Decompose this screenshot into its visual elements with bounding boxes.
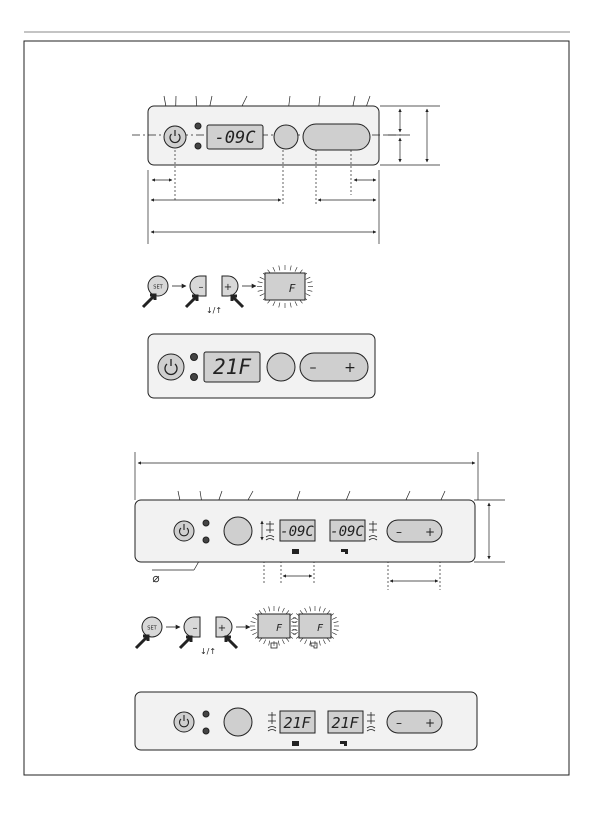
round-button-dual-result[interactable] [224, 708, 252, 736]
plus-label: + [223, 282, 233, 293]
round-button-dual[interactable] [224, 517, 252, 545]
power-button-top[interactable] [164, 126, 186, 148]
display-value: 21F [213, 355, 251, 379]
minus-label: – [396, 716, 402, 730]
freezer-icon [311, 643, 317, 648]
flashing-display-left-value: F [275, 623, 283, 634]
minus-label: – [192, 623, 198, 634]
result-panel-bottom [135, 692, 477, 750]
flashing-display-value: F [288, 282, 296, 295]
display-right-value: -09C [330, 524, 364, 540]
minus-plus-rocker-top[interactable] [303, 124, 370, 150]
arrow-icon [226, 637, 237, 648]
plus-label: + [424, 716, 436, 730]
led-indicator-icon [203, 711, 209, 717]
led-indicator-icon [191, 374, 198, 381]
display-right-value: 21F [331, 714, 359, 732]
power-button-dual-result[interactable] [174, 712, 194, 732]
plus-label: + [217, 623, 227, 634]
led-indicator-icon [195, 123, 201, 129]
display-value: -09C [214, 128, 256, 148]
set-sequence-top [143, 265, 313, 315]
arrow-icon [180, 637, 191, 648]
led-indicator-icon [203, 537, 209, 543]
flashing-display-left [258, 614, 290, 638]
minus-plus-split-button[interactable] [190, 276, 238, 296]
minus-plus-split-button[interactable] [184, 617, 232, 637]
set-label: SET [153, 284, 163, 291]
flashing-display-right [299, 614, 331, 638]
plus-label: + [424, 525, 436, 539]
down-up-label: ↓/↑ [205, 306, 223, 315]
round-button-result[interactable] [267, 353, 295, 381]
arrow-icon [143, 295, 155, 307]
led-indicator-icon [203, 728, 209, 734]
result-panel-top [148, 334, 375, 398]
minus-label: – [396, 525, 402, 539]
minus-label: – [198, 282, 204, 293]
figure-top-panel [132, 96, 440, 244]
plus-label: + [344, 360, 356, 376]
set-label: SET [147, 625, 157, 632]
display-left-value: -09C [280, 524, 314, 540]
flashing-display-right-value: F [316, 623, 324, 634]
minus-label: – [309, 360, 317, 376]
power-button-result[interactable] [158, 354, 184, 380]
led-indicator-icon [203, 520, 209, 526]
display-left-value: 21F [283, 714, 311, 732]
down-up-label: ↓/↑ [199, 647, 217, 656]
diameter-icon: ⌀ [152, 571, 160, 585]
led-indicator-icon [191, 354, 198, 361]
figure-bottom-panel [135, 452, 505, 590]
fridge-icon [292, 549, 299, 554]
arrow-icon [136, 636, 148, 648]
arrow-icon [186, 296, 197, 307]
round-button-top[interactable] [274, 125, 298, 149]
led-indicator-icon [195, 143, 201, 149]
fridge-icon [292, 741, 299, 746]
flashing-display [265, 273, 305, 300]
set-sequence-bottom [136, 606, 339, 656]
power-button-dual[interactable] [174, 521, 194, 541]
arrow-icon [232, 296, 243, 307]
